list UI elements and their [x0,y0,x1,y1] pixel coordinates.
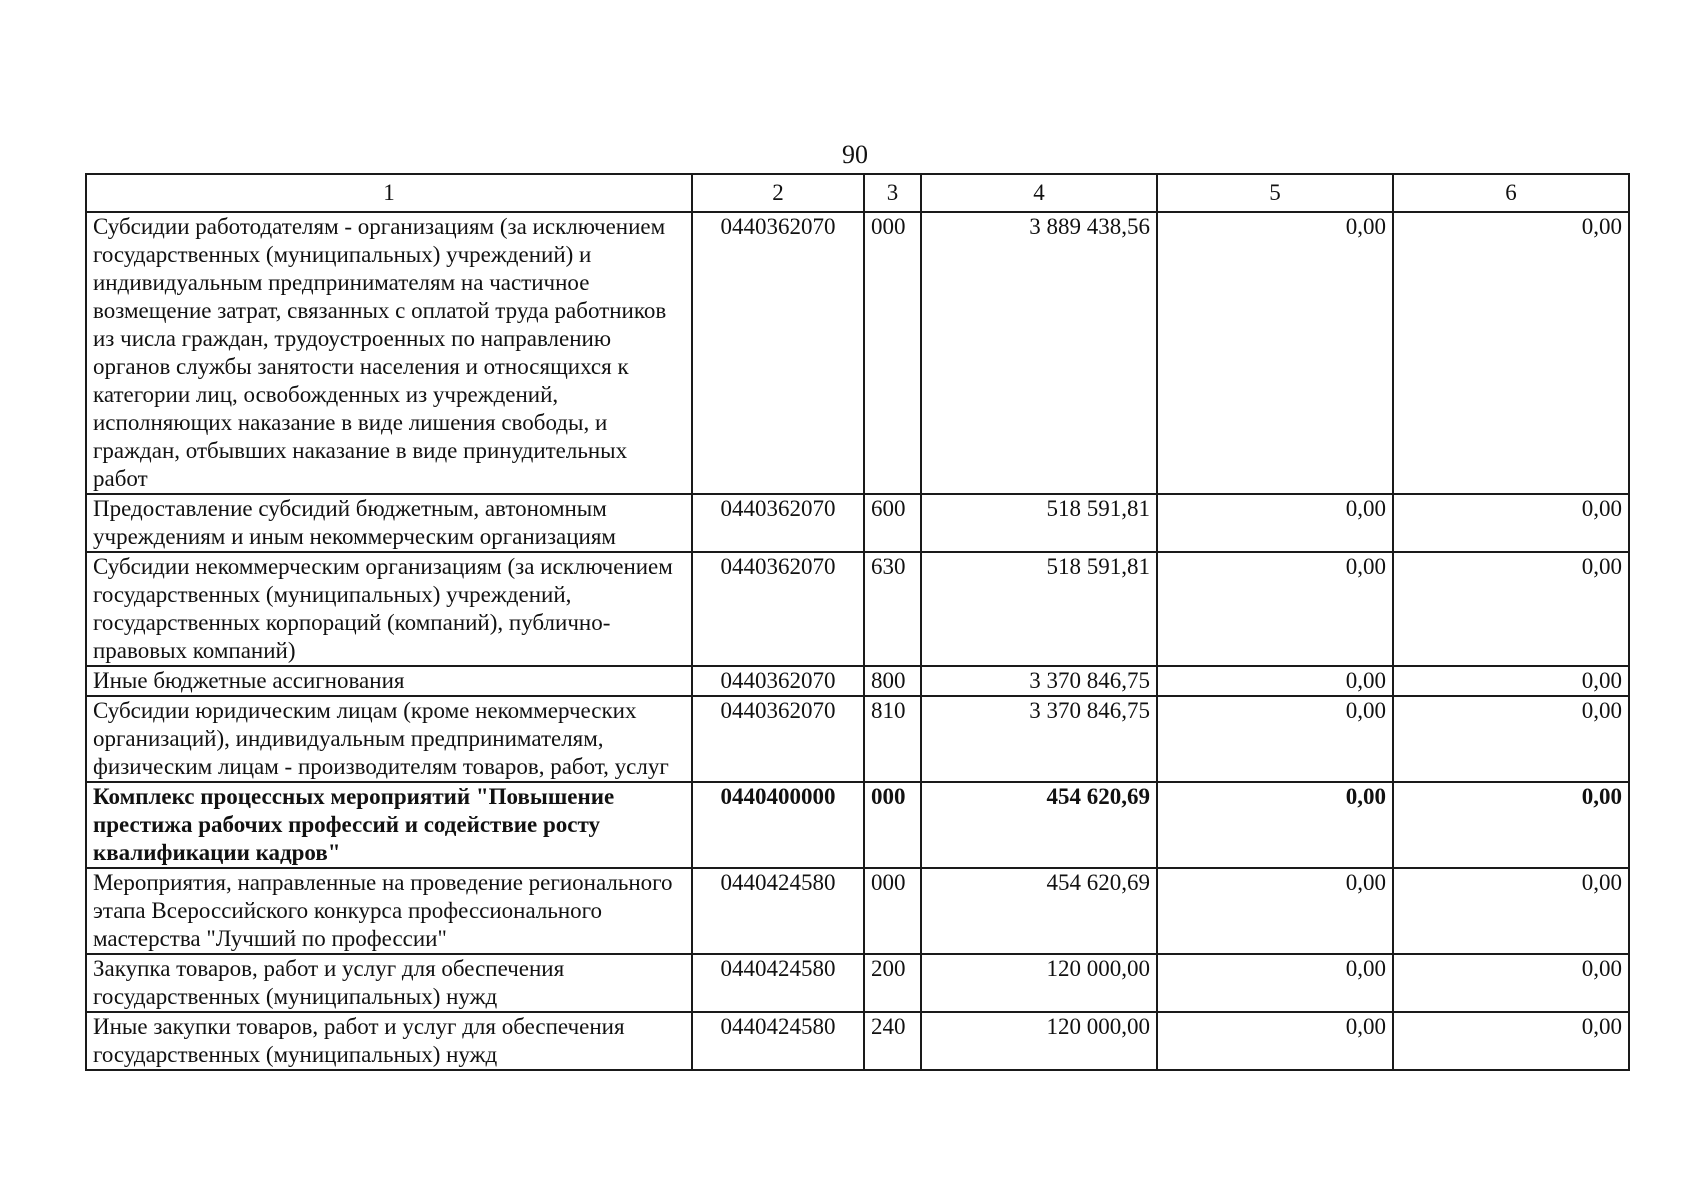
row-value-6: 0,00 [1393,494,1629,552]
table-row [86,494,1629,552]
row-target-code: 0440362070 [692,696,864,782]
row-expense-type: 000 [864,212,921,494]
row-value-6: 0,00 [1393,954,1629,1012]
row-value-6: 0,00 [1393,782,1629,868]
row-value-5: 0,00 [1157,212,1393,494]
row-expense-type: 000 [864,868,921,954]
table-row [86,954,1629,1012]
row-target-code: 0440362070 [692,552,864,666]
row-name: Предоставление субсидий бюджетным, автономным учреждениям и иным некоммерческим организациям [86,494,692,552]
row-value-6: 0,00 [1393,696,1629,782]
row-name: Субсидии работодателям - организациям (за исключением государственных (муниципальных) учреждений) и индивидуальным предпринимателям на частичное возмещение затрат, связанных с оплатой труда работников из числа граждан, трудоустроенных по направлению органов службы занятости населения и относящихся к категории лиц, освобожденных из учреждений, исполняющих наказание в виде лишения свободы, и граждан, отбывших наказание в виде принудительных работ [86,212,692,494]
row-name: Закупка товаров, работ и услуг для обеспечения государственных (муниципальных) нужд [86,954,692,1012]
row-expense-type: 810 [864,696,921,782]
row-expense-type: 600 [864,494,921,552]
row-value-4: 3 370 846,75 [921,666,1157,696]
row-target-code: 0440362070 [692,666,864,696]
row-value-6: 0,00 [1393,868,1629,954]
row-value-4: 518 591,81 [921,552,1157,666]
page-number: 90 [842,140,868,169]
row-name: Субсидии юридическим лицам (кроме некоммерческих организаций), индивидуальным предпринимателям, физическим лицам - производителям товаров, работ, услуг [86,696,692,782]
row-expense-type: 240 [864,1012,921,1070]
row-value-4: 454 620,69 [921,868,1157,954]
table-row [86,696,1629,782]
row-expense-type: 630 [864,552,921,666]
row-value-5: 0,00 [1157,552,1393,666]
row-value-5: 0,00 [1157,696,1393,782]
row-value-4: 120 000,00 [921,954,1157,1012]
row-value-5: 0,00 [1157,666,1393,696]
header-col-2: 2 [692,174,864,212]
row-value-6: 0,00 [1393,666,1629,696]
table-row [86,666,1629,696]
row-value-4: 454 620,69 [921,782,1157,868]
row-value-5: 0,00 [1157,494,1393,552]
header-col-6: 6 [1393,174,1629,212]
row-value-6: 0,00 [1393,552,1629,666]
table-row-section [86,782,1629,868]
row-name: Комплекс процессных мероприятий "Повышение престижа рабочих профессий и содействие росту квалификации кадров" [86,782,692,868]
row-value-5: 0,00 [1157,1012,1393,1070]
row-value-4: 3 370 846,75 [921,696,1157,782]
header-col-4: 4 [921,174,1157,212]
row-value-4: 518 591,81 [921,494,1157,552]
row-name: Иные бюджетные ассигнования [86,666,692,696]
row-value-6: 0,00 [1393,212,1629,494]
row-target-code: 0440424580 [692,1012,864,1070]
header-row [86,174,1629,212]
row-value-4: 120 000,00 [921,1012,1157,1070]
row-expense-type: 200 [864,954,921,1012]
header-col-1: 1 [86,174,692,212]
row-name: Субсидии некоммерческим организациям (за исключением государственных (муниципальных) учреждений, государственных корпораций (компаний), публично-правовых компаний) [86,552,692,666]
row-value-5: 0,00 [1157,868,1393,954]
row-expense-type: 800 [864,666,921,696]
header-col-3: 3 [864,174,921,212]
row-value-5: 0,00 [1157,782,1393,868]
row-target-code: 0440424580 [692,954,864,1012]
budget-table [85,173,1630,1071]
table-row [86,868,1629,954]
header-col-5: 5 [1157,174,1393,212]
row-name: Мероприятия, направленные на проведение регионального этапа Всероссийского конкурса профессионального мастерства "Лучший по профессии" [86,868,692,954]
row-name: Иные закупки товаров, работ и услуг для обеспечения государственных (муниципальных) нужд [86,1012,692,1070]
row-target-code: 0440424580 [692,868,864,954]
table-row [86,552,1629,666]
row-target-code: 0440362070 [692,494,864,552]
row-target-code: 0440362070 [692,212,864,494]
row-target-code: 0440400000 [692,782,864,868]
row-value-4: 3 889 438,56 [921,212,1157,494]
row-value-6: 0,00 [1393,1012,1629,1070]
table-row [86,1012,1629,1070]
row-value-5: 0,00 [1157,954,1393,1012]
row-expense-type: 000 [864,782,921,868]
table-row [86,212,1629,494]
